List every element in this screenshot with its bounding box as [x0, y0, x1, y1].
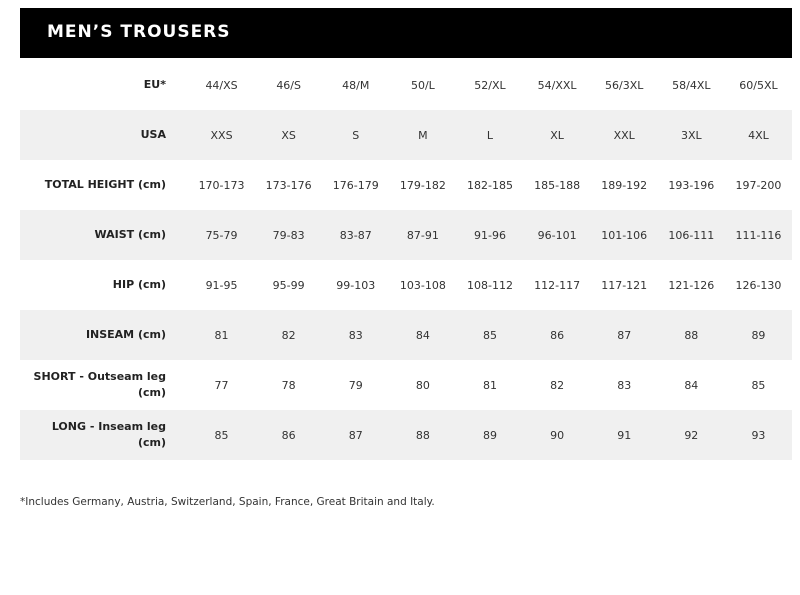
size-chart-table — [20, 60, 792, 460]
footnote: *Includes Germany, Austria, Switzerland, Spain, France, Great Britain and Italy. — [20, 496, 435, 508]
table-cell: 89 — [456, 410, 523, 460]
table-cell: 48/M — [342, 78, 370, 92]
table-cell: 95-99 — [272, 278, 305, 292]
table-cell: 50/L — [410, 78, 435, 92]
table-cell: 88 — [658, 310, 725, 360]
table-cell: 83 — [617, 378, 632, 392]
table-row — [20, 410, 792, 460]
table-cell: 52/XL — [474, 78, 506, 92]
table-cell: 189-192 — [601, 178, 648, 192]
table-cell: 4XL — [725, 110, 792, 160]
table-cell: 106-111 — [658, 210, 725, 260]
table-cell: 179-182 — [399, 178, 446, 192]
table-cell: 85 — [188, 410, 255, 460]
table-cell: 80 — [415, 378, 430, 392]
table-cell: 91 — [591, 410, 658, 460]
table-cell: 86 — [524, 310, 591, 360]
row-label: LONG - Inseam leg (cm) — [20, 410, 188, 460]
table-row — [20, 360, 792, 410]
table-cell: 111-116 — [725, 210, 792, 260]
table-cell: 87-91 — [389, 210, 456, 260]
title-bar — [20, 8, 792, 58]
table-cell: 99-103 — [336, 278, 376, 292]
table-cell: S — [322, 110, 389, 160]
table-cell: 79 — [348, 378, 363, 392]
table-cell: XXS — [188, 110, 255, 160]
table-cell: 170-173 — [198, 178, 245, 192]
table-cell: 92 — [658, 410, 725, 460]
table-cell: 60/5XL — [739, 78, 778, 92]
table-cell: 173-176 — [265, 178, 312, 192]
table-cell: M — [389, 110, 456, 160]
table-cell: 78 — [281, 378, 296, 392]
table-cell: 185-188 — [534, 178, 581, 192]
table-cell: 84 — [684, 378, 699, 392]
table-cell: 79-83 — [255, 210, 322, 260]
table-cell: 58/4XL — [672, 78, 711, 92]
table-cell: 90 — [524, 410, 591, 460]
table-cell: 176-179 — [332, 178, 379, 192]
table-cell: L — [456, 110, 523, 160]
row-label: WAIST (cm) — [20, 210, 188, 260]
table-row — [20, 160, 792, 210]
table-cell: 84 — [389, 310, 456, 360]
table-cell: 81 — [188, 310, 255, 360]
table-cell: 87 — [591, 310, 658, 360]
table-cell: 82 — [550, 378, 565, 392]
table-cell: 81 — [482, 378, 497, 392]
table-cell: 54/XXL — [537, 78, 577, 92]
table-cell: XS — [255, 110, 322, 160]
page-title: MEN’S TROUSERS — [47, 22, 231, 42]
table-cell: 46/S — [276, 78, 301, 92]
table-cell: 112-117 — [534, 278, 581, 292]
table-cell: 86 — [255, 410, 322, 460]
table-cell: 91-96 — [456, 210, 523, 260]
table-cell: 77 — [214, 378, 229, 392]
table-row — [20, 110, 792, 160]
table-cell: 85 — [456, 310, 523, 360]
table-cell: 91-95 — [205, 278, 238, 292]
table-cell: 56/3XL — [605, 78, 644, 92]
table-cell: 182-185 — [467, 178, 513, 192]
row-label: HIP (cm) — [112, 278, 166, 291]
row-label: EU* — [143, 78, 166, 91]
table-cell: 108-112 — [467, 278, 513, 292]
table-cell: 117-121 — [601, 278, 648, 292]
table-cell: 3XL — [658, 110, 725, 160]
row-label: USA — [20, 110, 188, 160]
table-cell: 93 — [725, 410, 792, 460]
row-label: TOTAL HEIGHT (cm) — [44, 178, 166, 191]
table-cell: 103-108 — [399, 278, 446, 292]
table-cell: 82 — [255, 310, 322, 360]
table-row — [20, 60, 792, 110]
table-cell: 85 — [751, 378, 766, 392]
table-cell: 44/XS — [205, 78, 238, 92]
row-label: INSEAM (cm) — [20, 310, 188, 360]
table-cell: 96-101 — [524, 210, 591, 260]
table-cell: 87 — [322, 410, 389, 460]
table-cell: 121-126 — [668, 278, 715, 292]
table-cell: XL — [524, 110, 591, 160]
table-cell: 83-87 — [322, 210, 389, 260]
table-cell: XXL — [591, 110, 658, 160]
table-cell: 89 — [725, 310, 792, 360]
table-cell: 83 — [322, 310, 389, 360]
table-cell: 101-106 — [591, 210, 658, 260]
table-cell: 88 — [389, 410, 456, 460]
table-row — [20, 260, 792, 310]
table-cell: 126-130 — [735, 278, 782, 292]
table-row — [20, 310, 792, 360]
table-cell: 193-196 — [668, 178, 715, 192]
row-label: SHORT - Outseam leg (cm) — [33, 370, 166, 399]
table-row — [20, 210, 792, 260]
table-cell: 197-200 — [735, 178, 782, 192]
table-cell: 75-79 — [188, 210, 255, 260]
